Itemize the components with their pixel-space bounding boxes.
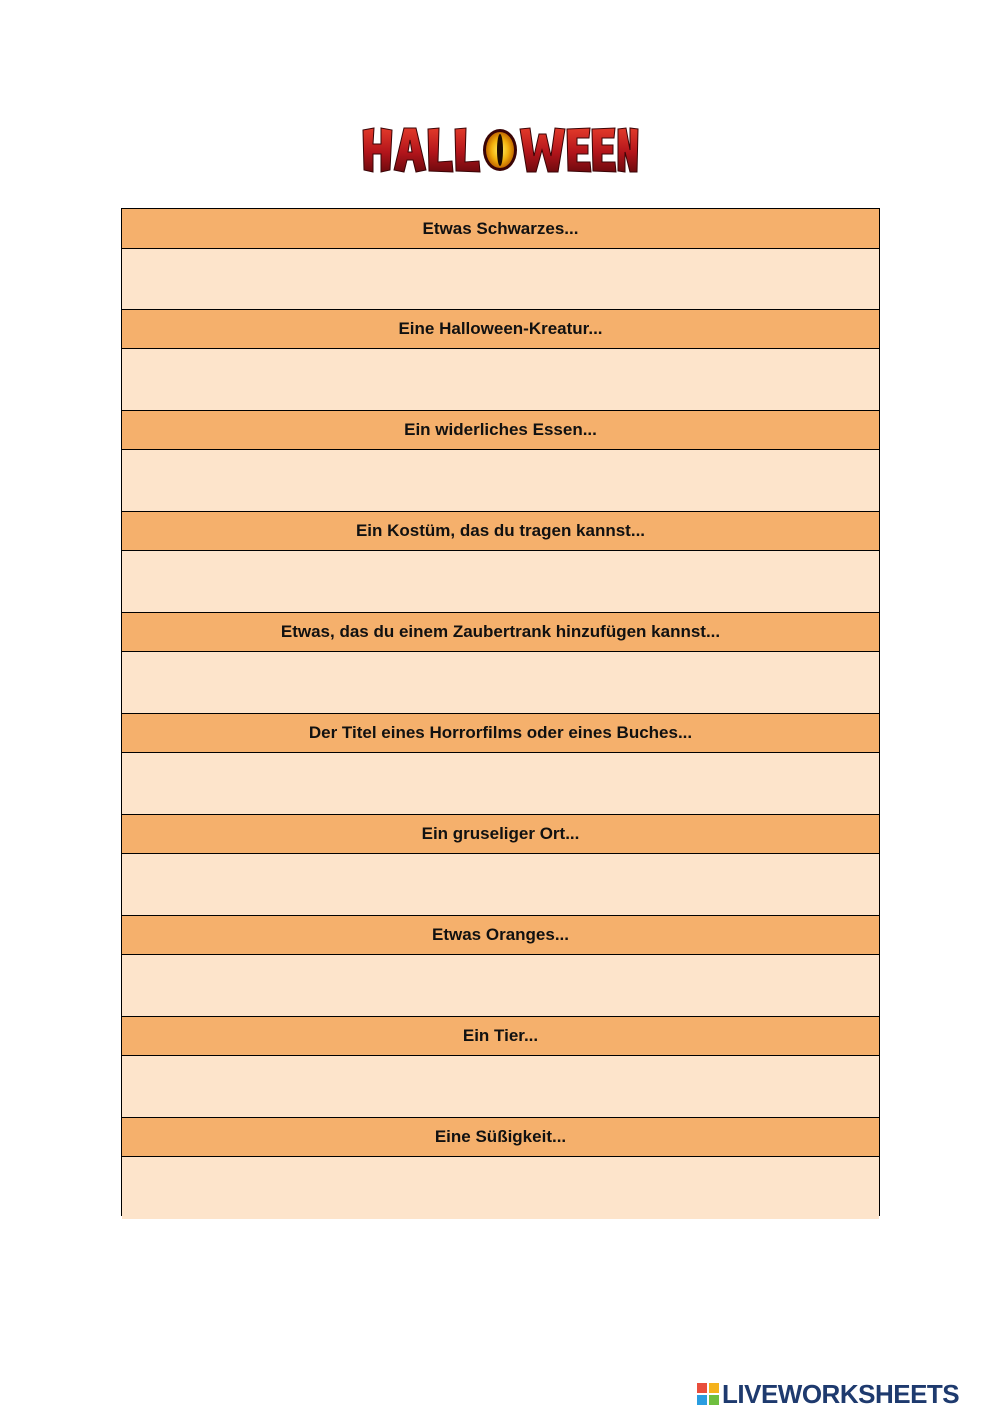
- answer-field[interactable]: [122, 855, 879, 916]
- answer-field[interactable]: [122, 754, 879, 815]
- liveworksheets-brand: LIVEWORKSHEETS: [722, 1378, 960, 1409]
- prompt-header: Eine Süßigkeit...: [122, 1117, 879, 1157]
- answer-field[interactable]: [122, 1057, 879, 1118]
- prompt-header: Ein Tier...: [122, 1016, 879, 1056]
- answer-field[interactable]: [122, 451, 879, 512]
- halloween-logo: [360, 122, 640, 178]
- answer-field[interactable]: [122, 653, 879, 714]
- answer-field[interactable]: [122, 1158, 879, 1219]
- prompt-header: Eine Halloween-Kreatur...: [122, 309, 879, 349]
- prompt-header: Etwas Oranges...: [122, 915, 879, 955]
- answer-field[interactable]: [122, 350, 879, 411]
- worksheet-table: [121, 208, 880, 1216]
- answer-field[interactable]: [122, 249, 879, 310]
- answer-field[interactable]: [122, 552, 879, 613]
- liveworksheets-logo: [697, 1378, 959, 1410]
- prompt-header: Ein Kostüm, das du tragen kannst...: [122, 511, 879, 551]
- prompt-header: Der Titel eines Horrorfilms oder eines Buches...: [122, 713, 879, 753]
- prompt-header: Ein widerliches Essen...: [122, 410, 879, 450]
- prompt-header: Ein gruseliger Ort...: [122, 814, 879, 854]
- answer-field[interactable]: [122, 956, 879, 1017]
- prompt-header: Etwas, das du einem Zaubertrank hinzufügen kannst...: [122, 612, 879, 652]
- prompt-header: Etwas Schwarzes...: [122, 209, 879, 249]
- liveworksheets-icon: [697, 1383, 719, 1405]
